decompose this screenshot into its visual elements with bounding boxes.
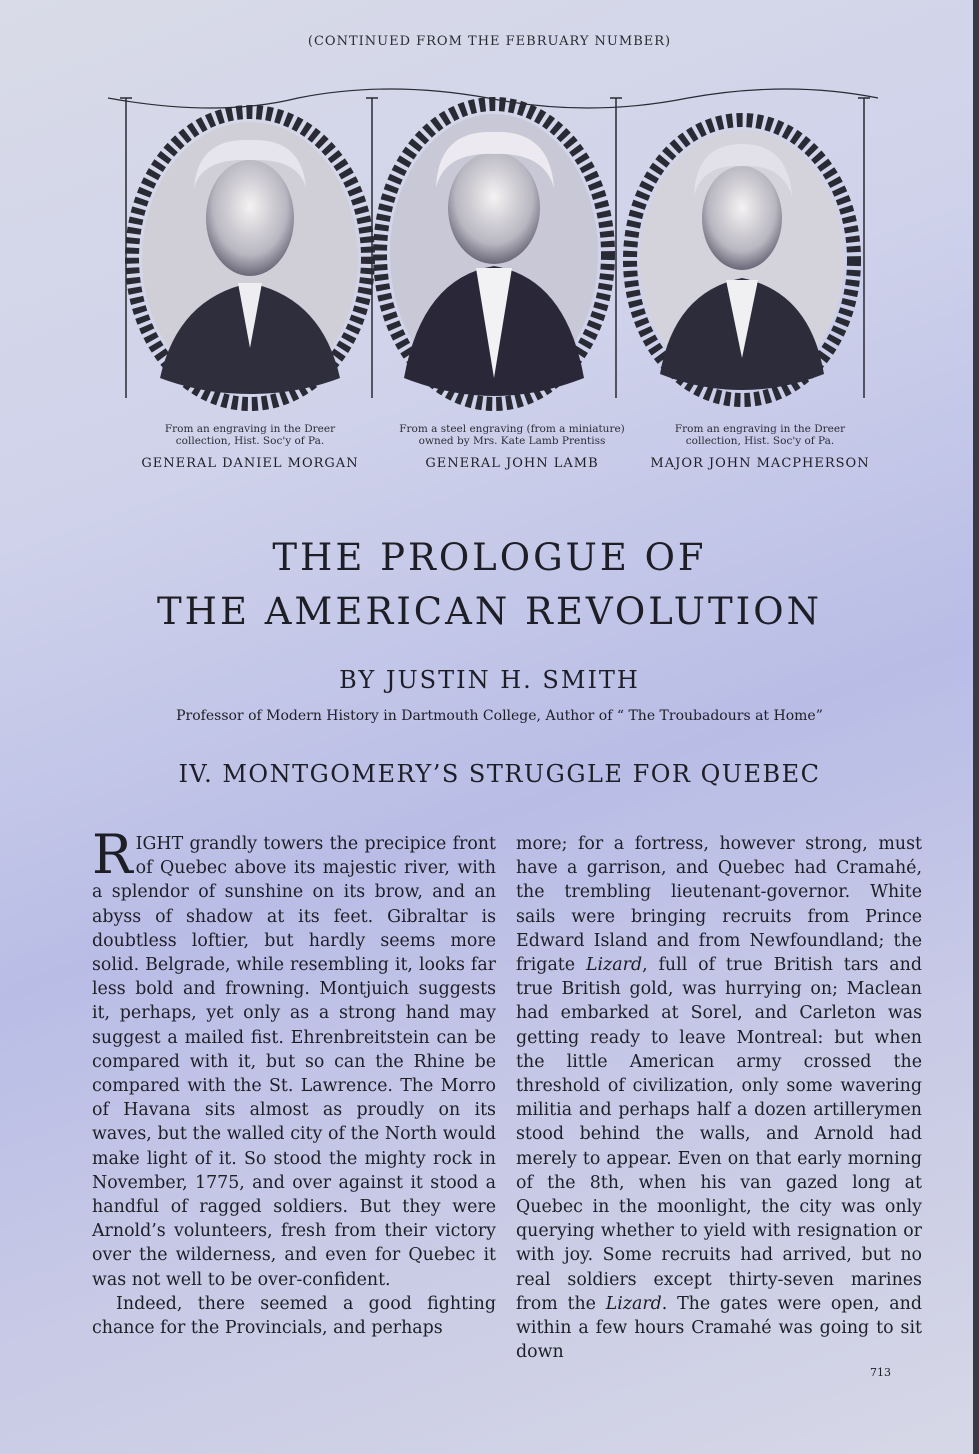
caption-source: collection, Hist. Soc'y of Pa. bbox=[175, 435, 325, 447]
page-edge bbox=[973, 0, 979, 1454]
section-heading: IV. MONTGOMERY’S STRUGGLE FOR QUEBEC bbox=[178, 760, 821, 788]
caption-source: From an engraving in the Dreer bbox=[164, 423, 336, 435]
caption-source: From a steel engraving (from a miniature) bbox=[399, 423, 625, 435]
caption-name: MAJOR JOHN MACPHERSON bbox=[650, 456, 870, 471]
continued-note: (CONTINUED FROM THE FEBRUARY NUMBER) bbox=[307, 34, 672, 49]
byline: BY JUSTIN H. SMITH bbox=[339, 666, 640, 694]
article-title-line2: THE AMERICAN REVOLUTION bbox=[157, 590, 822, 633]
ship-name: Lizard bbox=[605, 1293, 662, 1314]
body-column-right bbox=[516, 832, 922, 1364]
paragraph-text: IGHT grandly towers the precipice front of Quebec above its majestic river, with a splendor of sunshine on its brow, and an abyss of shadow at its feet. Gibraltar is doubtless loftier, but hardly seems more solid. Belgrade, while resembling it, looks far less bold and frowning. Montjuich suggests it, perhaps, yet only as a strong hand may suggest a mailed fist. Ehrenbreitstein can be compared with it, but so can the Rhine be compared with the St. Lawrence. The Morro of Havana sits almost as proudly on its waves, but the walled city of the North would make light of it. So stood the mighty rock in November, 1775, and over against it stood a handful of ragged soldiers. But they were Arnold’s volunteers, fresh from their victory over the wilderness, and even for Quebec it was not well to be over-confident. bbox=[92, 834, 496, 1290]
caption-daniel-morgan bbox=[120, 423, 380, 471]
paragraph bbox=[92, 823, 496, 1292]
caption-source: From an engraving in the Dreer bbox=[674, 423, 846, 435]
paragraph bbox=[516, 832, 922, 1364]
caption-name: GENERAL JOHN LAMB bbox=[425, 456, 599, 471]
ship-name: Lizard bbox=[585, 955, 643, 976]
body-column-left bbox=[92, 823, 496, 1340]
portrait-daniel-morgan bbox=[132, 112, 368, 404]
portrait-john-lamb bbox=[380, 104, 608, 404]
caption-source: owned by Mrs. Kate Lamb Prentiss bbox=[418, 435, 606, 447]
portrait-frieze bbox=[98, 78, 888, 418]
caption-source: collection, Hist. Soc'y of Pa. bbox=[685, 435, 835, 447]
portrait-john-macpherson bbox=[630, 120, 854, 400]
author-affiliation: Professor of Modern History in Dartmouth College, Author of “ The Troubadours at Home” bbox=[176, 708, 823, 724]
paragraph-text: more; for a fortress, however strong, must have a garrison, and Quebec had Cramahé, the trembling lieutenant-governor. White sails were bringing recruits from Prince Edward Island and from Newfoundland; the frigate bbox=[516, 834, 922, 976]
paragraph: Indeed, there seemed a good fighting chance for the Provincials, and perhaps bbox=[92, 1293, 496, 1339]
caption-john-macpherson bbox=[630, 423, 890, 471]
article-title-line1: THE PROLOGUE OF bbox=[272, 536, 707, 579]
page-number: 713 bbox=[870, 1366, 891, 1379]
paragraph-text: , full of true British tars and true British gold, was hurrying on; Maclean had embarked at Sorel, and Carleton was getting ready to leave Montreal: but when the little American army crossed the threshold of civilization, only some wavering militia and perhaps half a dozen artillerymen stood behind the walls, and Arnold had merely to appear. Even on that early morning of the 8th, when his van gazed long at Quebec in the moonlight, the city was only querying whether to yield with resignation or with joy. Some recruits had arrived, but no real soldiers except thirty-seven marines from the bbox=[516, 955, 922, 1314]
paragraph-text: . The gates were open, and within a few hours Cramahé was going to sit down bbox=[516, 1293, 922, 1363]
caption-john-lamb bbox=[382, 423, 642, 471]
caption-name: GENERAL DANIEL MORGAN bbox=[141, 456, 359, 471]
drop-cap: R bbox=[92, 823, 133, 886]
